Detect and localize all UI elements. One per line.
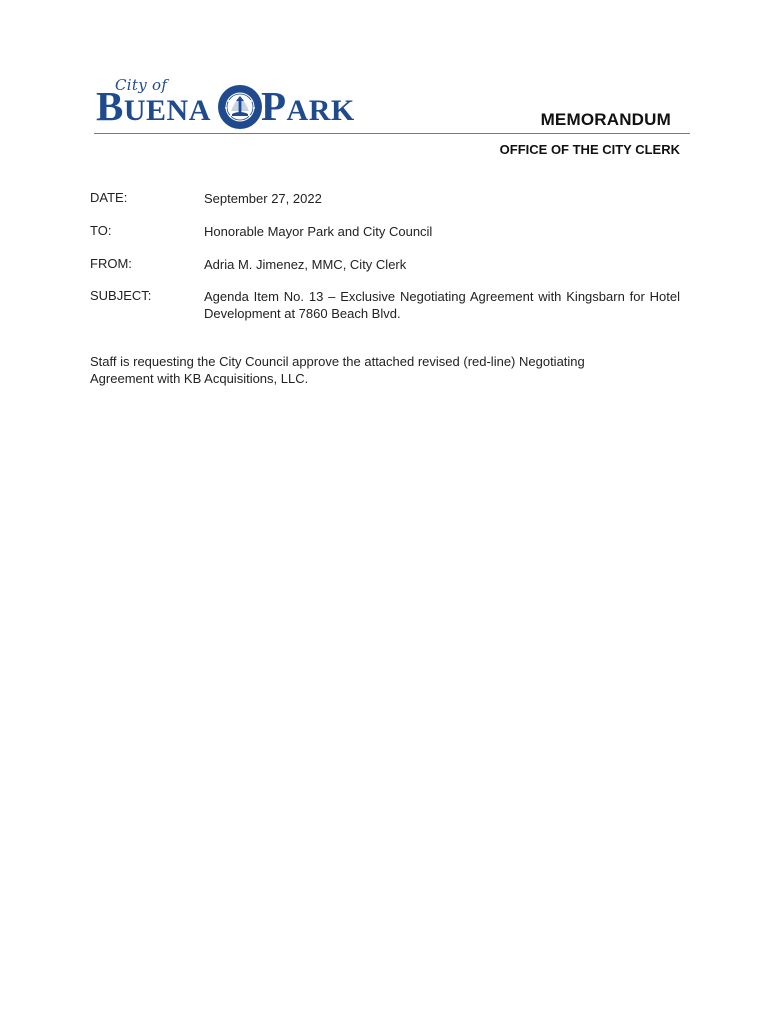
to-label: TO: (90, 223, 112, 238)
logo-buena-text: BUENA (96, 83, 211, 129)
header-rule (94, 133, 690, 134)
to-value: Honorable Mayor Park and City Council (204, 224, 433, 239)
subject-label: SUBJECT: (90, 288, 152, 303)
from-value: Adria M. Jimenez, MMC, City Clerk (204, 257, 407, 272)
date-label: DATE: (90, 190, 128, 205)
date-value: September 27, 2022 (204, 191, 322, 206)
city-seal-icon (217, 84, 263, 130)
memo-title: MEMORANDUM (540, 110, 671, 129)
office-heading: OFFICE OF THE CITY CLERK (499, 142, 680, 157)
memo-body-paragraph: Staff is requesting the City Council approve the attached revised (red-line) Negotiating Agreement with KB Acquisitions, LLC. (90, 354, 585, 386)
from-label: FROM: (90, 256, 132, 271)
logo-park-text: PARK (261, 83, 355, 129)
subject-value: Agenda Item No. 13 – Exclusive Negotiating Agreement with Kingsbarn for Hotel Development at 7860 Beach Blvd. (204, 289, 680, 321)
city-logo (96, 76, 358, 132)
logo-city-of-text: City of (115, 76, 168, 94)
